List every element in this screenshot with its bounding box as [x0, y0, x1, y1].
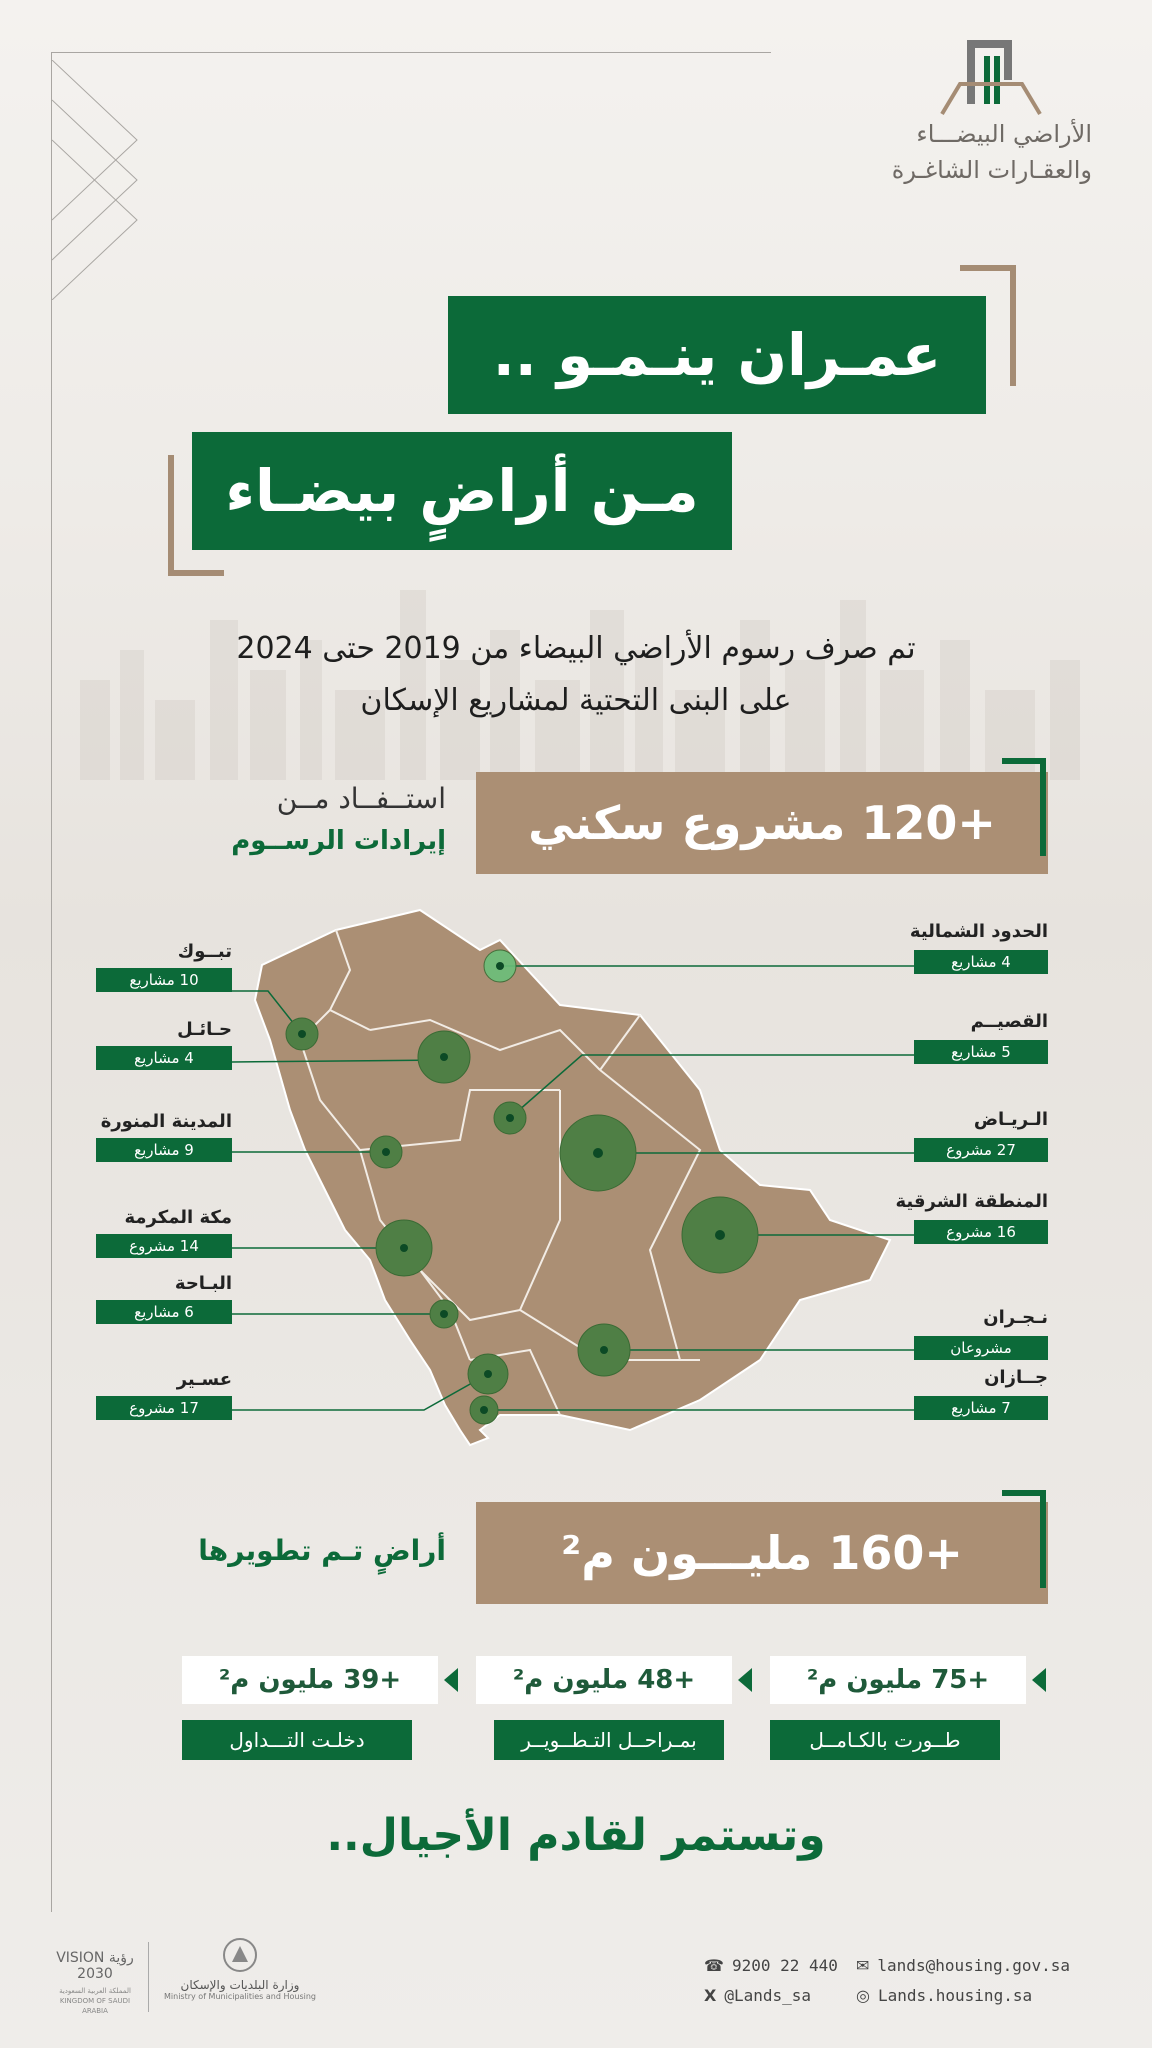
logo-mark-icon: [932, 36, 1042, 116]
breakdown-label: دخلـت التـــداول: [182, 1720, 412, 1760]
subtitle-line2: على البنى التحتية لمشاريع الإسكان: [360, 683, 792, 718]
region-jazan: جــازان 7 مشاريع: [886, 1366, 1048, 1420]
globe-icon: ◎: [856, 1986, 870, 2005]
vision-text: VISION رؤية 2030: [56, 1950, 134, 1982]
footer-email[interactable]: ✉ lands@housing.gov.sa: [856, 1956, 1071, 1975]
ministry-emblem-icon: [218, 1936, 262, 1974]
closing-text: وتستمر لقادم الأجيال..: [326, 1810, 826, 1861]
mail-icon: ✉: [856, 1956, 870, 1975]
region-eastern: المنطقة الشرقية 16 مشروع: [866, 1190, 1048, 1244]
breakdown-value: +48 مليون م²: [476, 1656, 732, 1704]
white-lands-logo: [832, 36, 1092, 188]
arrow-icon: [444, 1668, 458, 1692]
region-qassim: القصيــم 5 مشاريع: [886, 1010, 1048, 1064]
footer-twitter[interactable]: X @Lands_sa: [704, 1986, 812, 2005]
projects-stat: +120 مشروع سكني: [476, 772, 1048, 874]
projects-bracket: [1002, 758, 1046, 856]
footer-phone[interactable]: ☎ 9200 22 440: [704, 1956, 838, 1975]
region-hail: حـائـل 4 مشاريع: [96, 1018, 232, 1070]
land-bracket: [1002, 1490, 1046, 1588]
title-line1: عمـران ينـمـو ..: [448, 296, 986, 414]
region-riyadh: الـريـاض 27 مشروع: [886, 1108, 1048, 1162]
region-najran: نـجـران مشروعان: [886, 1306, 1048, 1360]
breakdown-card-in-progress: [476, 1656, 732, 1752]
footer-divider: [148, 1942, 149, 2012]
projects-side-line1: استــفــاد مــن: [276, 782, 446, 815]
breakdown-card-traded: [182, 1656, 438, 1752]
ministry-name: وزارة البلديات والإسكان: [180, 1978, 300, 1992]
title-line2: مـن أراضٍ بيضـاء: [192, 432, 732, 550]
region-northern-borders: الحدود الشمالية 4 مشاريع: [886, 920, 1048, 974]
breakdown-value: +39 مليون م²: [182, 1656, 438, 1704]
region-baha: البـاحة 6 مشاريع: [96, 1272, 232, 1324]
breakdown-label: طــورت بالكـامــل: [770, 1720, 1000, 1760]
phone-icon: ☎: [704, 1956, 724, 1975]
frame-line-horizontal: [51, 52, 771, 53]
arrow-icon: [1032, 1668, 1046, 1692]
arrow-icon: [738, 1668, 752, 1692]
region-makkah: مكة المكرمة 14 مشروع: [96, 1206, 232, 1258]
title-bracket-bottom: [168, 455, 224, 576]
land-stat: +160 مليـــون م²: [476, 1502, 1048, 1604]
kingdom-text: المملكة العربية السعودية KINGDOM OF SAUDI ARABIA: [59, 1987, 131, 2015]
region-asir: عسـير 17 مشروع: [96, 1368, 232, 1420]
region-madinah: المدينة المنورة 9 مشاريع: [96, 1110, 232, 1162]
logo-line1: الأراضي البيضـــاء: [916, 120, 1092, 148]
chevron-decoration: [52, 60, 142, 300]
subtitle-line1: تم صرف رسوم الأراضي البيضاء من 2019 حتى 2024: [236, 631, 916, 666]
breakdown-label: بمـراحــل التـطــويــر: [494, 1720, 724, 1760]
x-logo-icon: X: [704, 1986, 717, 2005]
ministry-name-en: Ministry of Municipalities and Housing: [164, 1992, 316, 2001]
logo-line2: والعقـارات الشاغـرة: [891, 156, 1092, 184]
vision-2030-logo: [52, 1950, 138, 2016]
projects-side-line2: إيرادات الرســوم: [231, 826, 446, 856]
land-side: أراضٍ تـم تطويرها: [198, 1534, 446, 1567]
breakdown-value: +75 مليون م²: [770, 1656, 1026, 1704]
footer-website[interactable]: ◎ Lands.housing.sa: [856, 1986, 1033, 2005]
region-tabuk: تبــوك 10 مشاريع: [96, 940, 232, 992]
breakdown-card-developed: [770, 1656, 1026, 1752]
ministry-logo: [160, 1936, 320, 2001]
